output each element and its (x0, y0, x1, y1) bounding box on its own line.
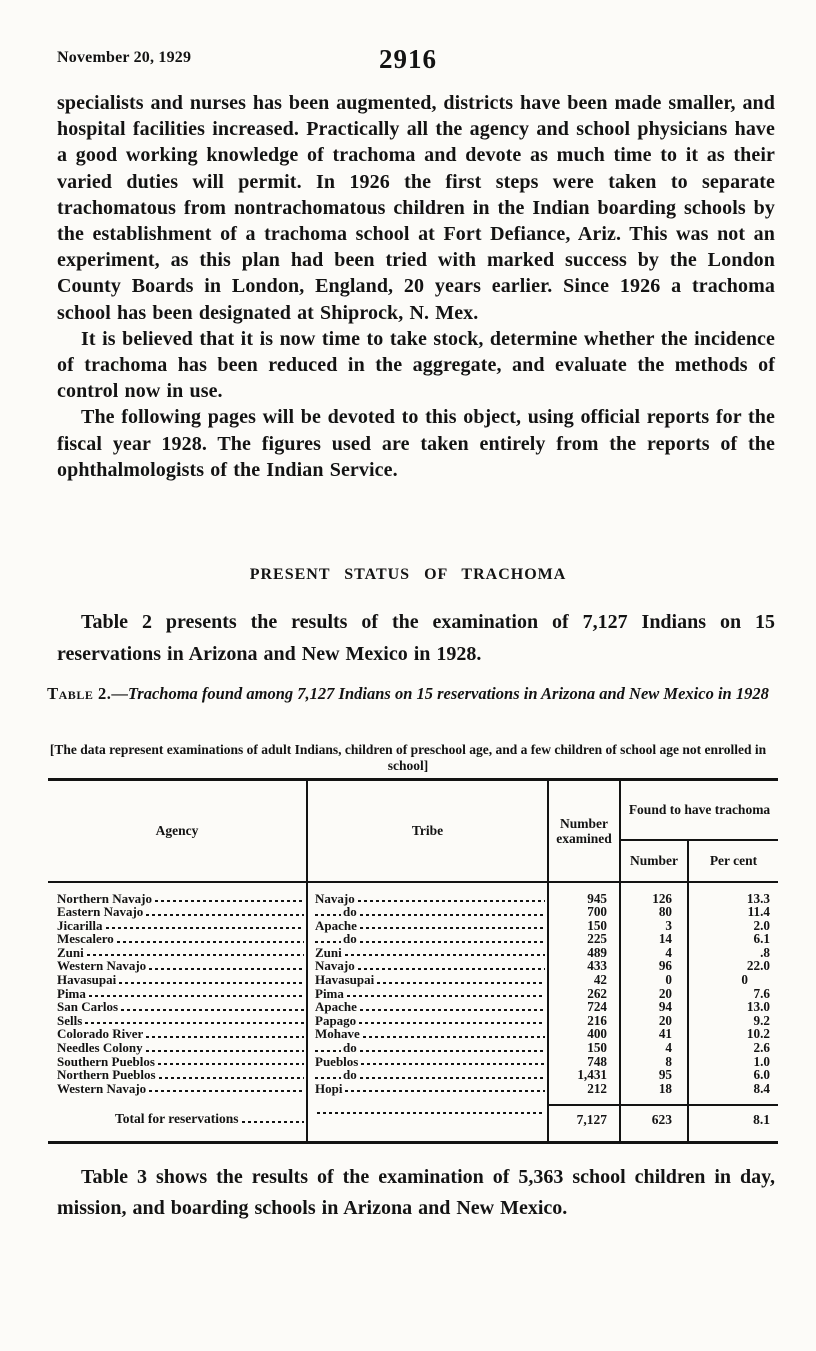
dot-leader (361, 1063, 545, 1065)
table-head-gap-row (48, 882, 778, 892)
dot-leader (359, 1022, 545, 1024)
dot-leader (360, 1077, 545, 1079)
dot-leader (317, 1112, 545, 1114)
table-body (48, 882, 778, 1143)
tribe-cell: Zuni (307, 946, 548, 960)
percent-cell: 13.0 (746, 999, 770, 1015)
total-label-cell (48, 1105, 307, 1142)
agency-cell: Zuni (48, 946, 307, 960)
dot-leader (85, 1022, 304, 1024)
examined-cell: 433 (548, 959, 620, 973)
percent-cell: 2.6 (753, 1040, 770, 1056)
table-row (48, 932, 778, 946)
column-header-percent: Per cent (688, 840, 778, 882)
number-cell: 20 (620, 1014, 688, 1028)
gap-cell (548, 882, 620, 892)
dot-leader (377, 982, 545, 984)
dot-leader (242, 1121, 305, 1123)
number-cell: 41 (620, 1027, 688, 1041)
gap-cell (620, 1095, 688, 1105)
column-header-found-group: Found to have trachoma (620, 780, 778, 840)
body-paragraphs (57, 90, 775, 483)
table-row (48, 1068, 778, 1082)
examined-cell: 945 (548, 892, 620, 906)
percent-cell: 7.6 (753, 985, 770, 1001)
ditto-dots (315, 1077, 341, 1079)
agency-cell: Southern Pueblos (48, 1055, 307, 1069)
examined-cell: 400 (548, 1027, 620, 1041)
trachoma-table (48, 778, 778, 1144)
examined-cell: 700 (548, 905, 620, 919)
ditto-dots (315, 1050, 341, 1052)
table-row (48, 1041, 778, 1055)
section-heading: PRESENT STATUS OF TRACHOMA (249, 566, 567, 583)
tribe-cell: do (307, 1041, 548, 1055)
percent-cell: 1.0 (753, 1053, 770, 1069)
percent-cell: 6.0 (753, 1067, 770, 1083)
agency-cell: Havasupai (48, 973, 307, 987)
tribe-cell: Pima (307, 987, 548, 1001)
tribe-cell: do (307, 905, 548, 919)
tribe-cell: Papago (307, 1014, 548, 1028)
tribe-cell: Havasupai (307, 973, 548, 987)
examined-cell: 1,431 (548, 1068, 620, 1082)
agency-cell: Pima (48, 987, 307, 1001)
gap-cell (48, 882, 307, 892)
total-number-cell: 623 (620, 1105, 688, 1142)
tribe-cell: Hopi (307, 1082, 548, 1096)
page-number: 2916 (379, 44, 437, 74)
dot-leader (149, 1090, 304, 1092)
number-cell: 8 (620, 1055, 688, 1069)
dot-leader (87, 954, 304, 956)
gap-cell (48, 1095, 307, 1105)
dot-leader (360, 1050, 545, 1052)
examined-cell: 42 (548, 973, 620, 987)
tribe-cell: Apache (307, 1000, 548, 1014)
agency-cell: Sells (48, 1014, 307, 1028)
dot-leader (117, 941, 304, 943)
dot-leader (363, 1036, 545, 1038)
gap-cell (548, 1095, 620, 1105)
table-row (48, 987, 778, 1001)
table-caption-label: Table 2. (47, 684, 112, 703)
examined-cell: 748 (548, 1055, 620, 1069)
gap-cell (688, 882, 778, 892)
table-row (48, 905, 778, 919)
ditto-dots (315, 914, 341, 916)
dot-leader (360, 914, 545, 916)
table-caption-text: Trachoma found among 7,127 Indians on 15 reservations in Arizona and New Mexico in 1928 (127, 684, 769, 703)
examined-cell: 150 (548, 1041, 620, 1055)
gap-cell (307, 882, 548, 892)
examined-cell: 225 (548, 932, 620, 946)
percent-cell: 0 (741, 972, 748, 988)
number-cell: 126 (620, 892, 688, 906)
table-spacer-row (48, 1095, 778, 1105)
table-row (48, 1000, 778, 1014)
total-examined-cell: 7,127 (548, 1105, 620, 1142)
running-header (0, 44, 816, 74)
agency-cell: Colorado River (48, 1027, 307, 1041)
total-percent-cell: 8.1 (688, 1105, 778, 1142)
total-label: Total for reservations (115, 1111, 239, 1127)
number-cell: 95 (620, 1068, 688, 1082)
examined-cell: 262 (548, 987, 620, 1001)
examined-cell: 150 (548, 919, 620, 933)
number-cell: 0 (620, 973, 688, 987)
tribe-cell: Navajo (307, 892, 548, 906)
examined-cell: 724 (548, 1000, 620, 1014)
percent-cell: 11.4 (747, 904, 770, 920)
dot-leader (146, 1036, 304, 1038)
tribe-cell: Navajo (307, 959, 548, 973)
percent-cell: 2.0 (753, 917, 770, 933)
number-cell: 4 (620, 1041, 688, 1055)
table-row (48, 919, 778, 933)
dot-leader (358, 968, 545, 970)
dot-leader (345, 954, 545, 956)
table-row (48, 1027, 778, 1041)
column-header-agency: Agency (48, 780, 307, 882)
closing-paragraph: Table 3 shows the results of the examination of 5,363 school children in day, mission, and boarding schools in Arizona and New Mexico. (57, 1166, 775, 1219)
gap-cell (688, 1095, 778, 1105)
agency-cell: Western Navajo (48, 959, 307, 973)
percent-cell: 13.3 (746, 890, 770, 906)
dot-leader (360, 1009, 545, 1011)
tribe-cell: Apache (307, 919, 548, 933)
dot-leader (146, 914, 304, 916)
dot-leader (360, 927, 545, 929)
table-row (48, 946, 778, 960)
dot-leader (347, 995, 545, 997)
tribe-cell: do (307, 932, 548, 946)
agency-cell: Western Navajo (48, 1082, 307, 1096)
table-row (48, 959, 778, 973)
paragraph-continuation: specialists and nurses has been augmented, districts have been made smaller, and hospital facilities increased. Practically all the agency and school physicians have a good working knowledge of trachoma and devote as much time to it as their varied duties will permit. In 1926 the first steps were taken to separate trachomatous from nontrachomatous children in the Indian boarding schools by the establishment of a trachoma school at Fort Defiance, Ariz. This was not an experiment, as this plan had been tried with marked success by the London County Boards in London, England, 20 years earlier. Since 1926 a trachoma school has been designated at Shiprock, N. Mex. (57, 92, 775, 324)
dot-leader (360, 941, 545, 943)
percent-cell: 9.2 (753, 1012, 770, 1028)
tribe-cell: do (307, 1068, 548, 1082)
dot-leader (106, 927, 305, 929)
gap-cell (307, 1095, 548, 1105)
ditto-dots (315, 941, 341, 943)
agency-cell: Jicarilla (48, 919, 307, 933)
agency-cell: Mescalero (48, 932, 307, 946)
total-tribe-cell (307, 1105, 548, 1142)
percent-cell: 6.1 (753, 931, 770, 947)
number-cell: 3 (620, 919, 688, 933)
number-cell: 80 (620, 905, 688, 919)
dot-leader (358, 900, 545, 902)
examined-cell: 212 (548, 1082, 620, 1096)
percent-cell: 22.0 (746, 958, 770, 974)
agency-cell: San Carlos (48, 1000, 307, 1014)
number-cell: 20 (620, 987, 688, 1001)
examined-cell: 489 (548, 946, 620, 960)
paragraph-believed: It is believed that it is now time to take stock, determine whether the incidence of trachoma has been reduced in the aggregate, and evaluate the methods of control now in use. (57, 327, 775, 403)
percent-cell: .8 (760, 944, 770, 960)
agency-cell: Needles Colony (48, 1041, 307, 1055)
number-cell: 94 (620, 1000, 688, 1014)
examined-cell: 216 (548, 1014, 620, 1028)
agency-cell: Eastern Navajo (48, 905, 307, 919)
gap-cell (620, 882, 688, 892)
dot-leader (158, 1063, 304, 1065)
dot-leader (149, 968, 304, 970)
agency-cell: Northern Navajo (48, 892, 307, 906)
table-header-row-1 (48, 780, 778, 840)
paragraph-following-pages: The following pages will be devoted to this object, using official reports for the fiscal year 1928. The figures used are taken entirely from the reports of the ophthalmologists of the Indian Service. (57, 406, 775, 481)
table-row (48, 892, 778, 906)
header-date: November 20, 1929 (57, 49, 192, 66)
column-header-examined: Number examined (548, 780, 620, 882)
percent-cell: 8.4 (753, 1080, 770, 1096)
percent-cell: 10.2 (746, 1026, 770, 1042)
table-header (48, 780, 778, 882)
column-header-number: Number (620, 840, 688, 882)
number-cell: 4 (620, 946, 688, 960)
dot-leader (159, 1077, 304, 1079)
dot-leader (121, 1009, 304, 1011)
dot-leader (146, 1050, 304, 1052)
dot-leader (155, 900, 304, 902)
table-caption (43, 684, 773, 704)
dot-leader (119, 982, 304, 984)
dot-leader (345, 1090, 545, 1092)
table-row (48, 973, 778, 987)
dot-leader (89, 995, 304, 997)
table-row (48, 1055, 778, 1069)
table-row (48, 1082, 778, 1096)
number-cell: 18 (620, 1082, 688, 1096)
table-intro-paragraph: Table 2 presents the results of the examination of 7,127 Indians on 15 reservations in Arizona and New Mexico in 1928. (57, 611, 775, 665)
table-row (48, 1014, 778, 1028)
number-cell: 14 (620, 932, 688, 946)
tribe-cell: Mohave (307, 1027, 548, 1041)
table-total-row (48, 1105, 778, 1142)
agency-cell: Northern Pueblos (48, 1068, 307, 1082)
tribe-cell: Pueblos (307, 1055, 548, 1069)
column-header-tribe: Tribe (307, 780, 548, 882)
table-caption-dash: — (111, 684, 128, 703)
table-headnote: [The data represent examinations of adult Indians, children of preschool age, and a few children of school age not enrolled in school] (49, 742, 767, 773)
number-cell: 96 (620, 959, 688, 973)
